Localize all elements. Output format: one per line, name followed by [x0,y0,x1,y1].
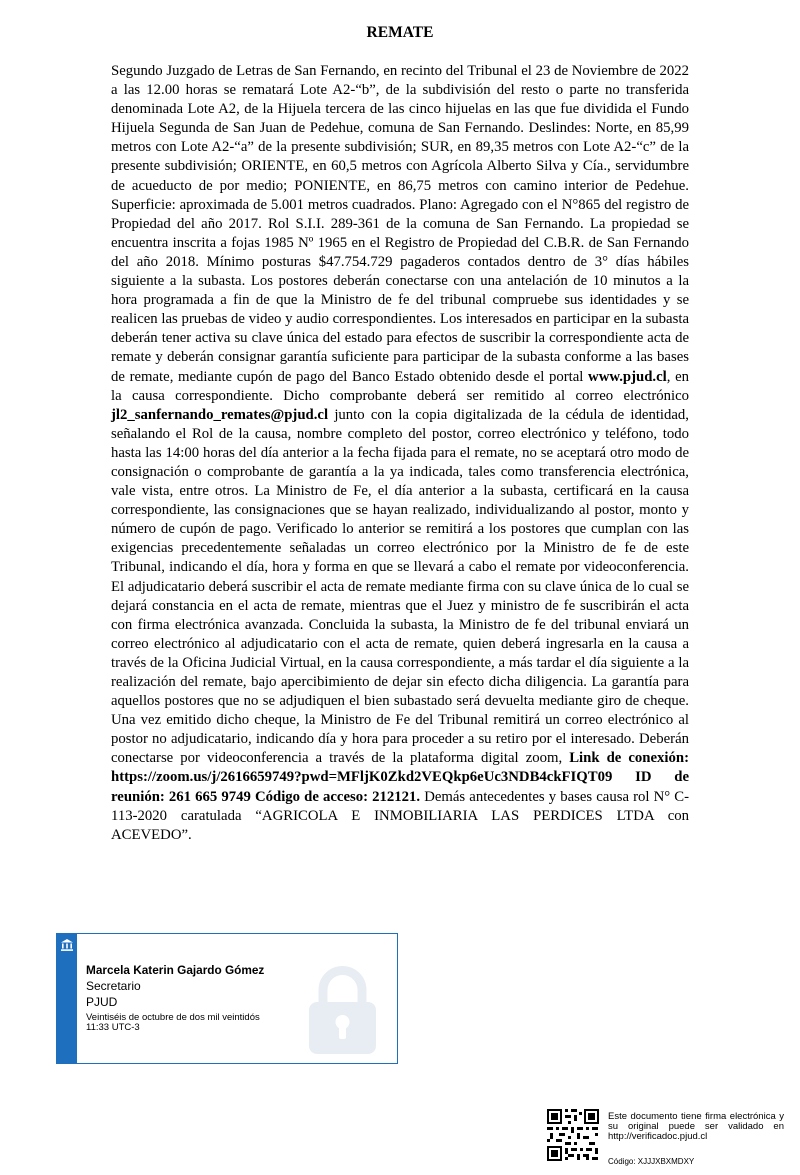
document-title: REMATE [366,24,434,41]
signature-box [56,933,398,1064]
body-text-2: , en la causa correspondiente. Dicho comprobante deberá ser remitido al correo electrónico [111,368,689,404]
body-text-4: Demás antecedentes y bases causa rol N° C-113-2020 caratulada “AGRICOLA E INMOBILIARIA LAS PERDICES LTDA con ACEVEDO”. [111,788,689,843]
portal-link: www.pjud.cl [588,368,667,385]
signer-organization: PJUD [86,995,118,1009]
signature-time: 11:33 UTC-3 [86,1022,140,1033]
verification-notice: Este documento tiene firma electrónica y su original puede ser validado en http://verificadoc.pjud.cl [608,1111,784,1142]
body-text-1: Segundo Juzgado de Letras de San Fernando, en recinto del Tribunal el 23 de Noviembre de 2022 a las 12.00 horas se rematará Lote A2-“b”, de la subdivisión del resto o parte no transferida denominada Lote A2, de la Hijuela tercera de las cinco hijuelas en las que fue dividida el Fundo Hijuela Segunda de San Juan de Pedehue, comuna de San Fernando. Deslindes: Norte, en 85,99 metros con Lote A2-“a” de la presente subdivisión; SUR, en 89,35 metros con Lote A2-“c” de la presente subdivisión; ORIENTE, en 60,5 metros con Agrícola Alberto Silva y Cía., servidumbre de acueducto de por medio; PONIENTE, en 86,75 metros con camino interior de Pedehue. Superficie: aproximada de 5.001 metros cuadrados. Plano: Agregado con el N°865 del registro de Propiedad del año 2017. Rol S.I.I. 289-361 de la comuna de San Fernando. La propiedad se encuentra inscrita a fojas 1985 Nº 1965 en el Registro de Propiedad del C.B.R. de San Fernando del año 2018. Mínimo posturas $47.754.729 pagaderos contados dentro de 3° días hábiles siguiente a la subasta. Los postores deberán conectarse con una antelación de 10 minutos a la hora programada a fin de que la Ministro de fe del tribunal compruebe sus identidades y se realicen las pruebas de video y audio correspondientes. Los interesados en participar en la subasta deberán tener activa su clave única del estado para efectos de suscribir la correspondiente acta de remate y deberán consignar garantía suficiente para participar de la subasta conforme a las bases de remate, mediante cupón de pago del Banco Estado obtenido desde el portal [111,63,689,385]
signature-sidebar [57,934,77,1063]
document-body [111,62,689,845]
email-address: jl2_sanfernando_remates@pjud.cl [111,406,329,423]
zoom-connection-details: Link de conexión: https://zoom.us/j/2616659749?pwd=MFljK0Zkd2VEQkp6eUc3NDB4ckFIQT09 ID de reunión: 261 665 9749 Código de acceso: 212121. [111,750,689,805]
signature-date: Veintiséis de octubre de dos mil veintidós [86,1012,260,1023]
signature-details [86,962,264,1033]
verification-code: Código: XJJJXBXMDXY [608,1157,695,1166]
institution-icon [60,938,74,952]
lock-icon [295,958,390,1058]
signer-name: Marcela Katerin Gajardo Gómez [86,963,265,977]
body-text-3: junto con la copia digitalizada de la cédula de identidad, señalando el Rol de la causa, nombre completo del postor, correo electrónico y teléfono, todo hasta las 14:00 horas del día anterior a la fecha fijada para el remate, no se aceptará otro modo de consignación o comprobante de garantía a la ya indicada, tales como transferencia electrónica, vale vista, entre otros. La Ministro de Fe, el día anterior a la subasta, certificará en la causa correspondiente, las consignaciones que se hayan realizado, individualizando al postor, monto y número de cupón de pago. Verificado lo anterior se remitirá a los postores que cumplan con las exigencias precedentemente señaladas un correo electrónico por la Ministro de fe de este Tribunal, indicando el día, hora y forma en que se llevará a cabo el remate por videoconferencia. El adjudicatario deberá suscribir el acta de remate mediante firma con su clave única de lo cual se dejará constancia en el acta de remate, mientras que el Juez y ministro de fe suscribirán el acta con firma electrónica avanzada. Concluida la subasta, la Ministro de fe del tribunal enviará un correo electrónico al adjudicatario con el acta de remate, quien deberá ingresarla en la causa a través de la Oficina Judicial Virtual, en la causa correspondiente, a más tardar el día siguiente a la realización del remate, bajo apercibimiento de dejar sin efecto dicha diligencia. La garantía para aquellos postores que no se adjudiquen el bien subastado será devuelta mediante giro de cheque. Una vez emitido dicho cheque, la Ministro de Fe del Tribunal remitirá un correo electrónico al postor no adjudicatario, indicando día y hora para proceder a su retiro por el interesado. Deberán conectarse por videoconferencia a través de la plataforma digital zoom, [111,406,689,767]
qr-code [546,1108,600,1162]
signer-role: Secretario [86,979,141,993]
